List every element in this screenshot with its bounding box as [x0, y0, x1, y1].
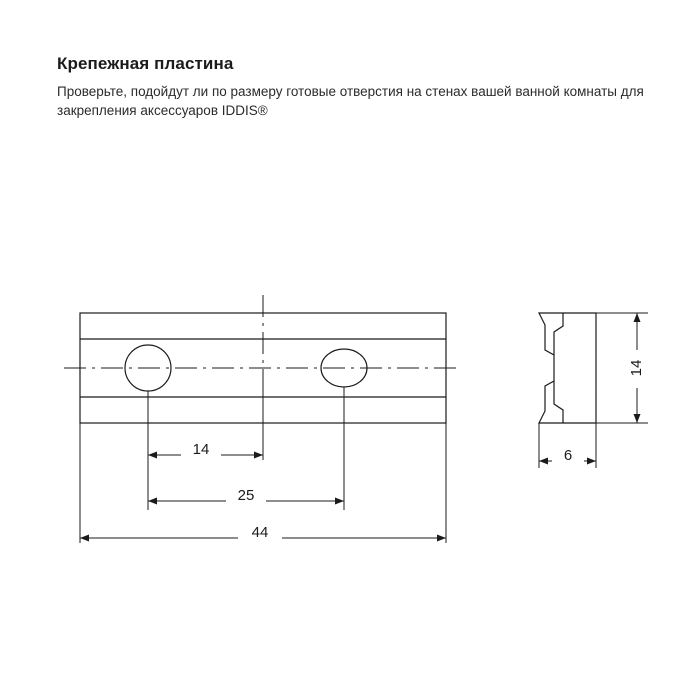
dimension-hole-offset: [148, 440, 263, 459]
dim-label-44-length: 44: [251, 524, 269, 541]
front-view-extension-lines: [80, 378, 446, 543]
dimension-plate-length: [80, 523, 446, 542]
dim-label-14-height: 14: [627, 359, 645, 377]
side-view-extension-lines: [539, 313, 648, 468]
dim-label-25-spacing: 25: [237, 487, 255, 504]
page-subtitle: Проверьте, подойдут ли по размеру готовые отверстия на стенах вашей ванной комнаты для закрепления аксессуаров IDDIS®: [57, 84, 644, 118]
dimension-hole-spacing: [148, 486, 344, 505]
dim-label-14-offset: 14: [192, 441, 210, 458]
dimension-plate-width: [539, 446, 596, 465]
side-view-profile: [539, 313, 596, 423]
dim-label-6-width: 6: [563, 447, 573, 464]
page-title: Крепежная пластина: [57, 54, 234, 73]
dimension-plate-height: [627, 313, 647, 423]
